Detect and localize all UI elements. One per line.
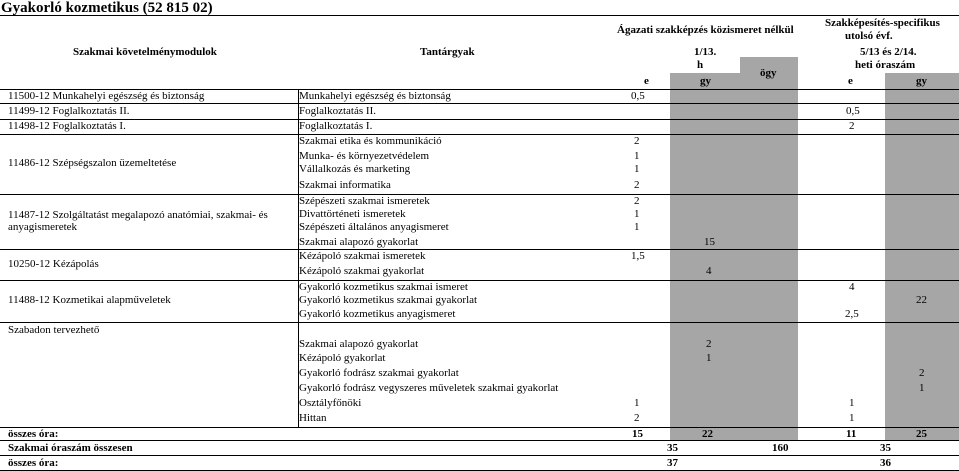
grid-line bbox=[0, 427, 959, 428]
hours-value: 1 bbox=[634, 208, 640, 220]
total-hours-label: összes óra: bbox=[8, 428, 59, 440]
specific-header-1: Szakképesítés-specifikus bbox=[825, 17, 940, 29]
total-value: 15 bbox=[632, 428, 643, 440]
subject-label: Foglalkoztatás II. bbox=[299, 105, 376, 117]
hours-value: 2 bbox=[919, 367, 925, 379]
subject-label: Osztályfőnöki bbox=[299, 397, 362, 409]
hours-value: 1 bbox=[849, 397, 855, 409]
hours-value: 0,5 bbox=[846, 105, 860, 117]
total-value: 25 bbox=[916, 428, 927, 440]
sector-header: Ágazati szakképzés közismeret nélkül bbox=[617, 24, 794, 36]
e-header-2: e bbox=[848, 75, 853, 87]
subject-label: Vállalkozás és marketing bbox=[299, 163, 411, 175]
total-value: 37 bbox=[667, 457, 678, 469]
weekly-hours-header: heti óraszám bbox=[855, 59, 916, 71]
gy-header-2: gy bbox=[916, 75, 927, 87]
hours-value: 1 bbox=[919, 382, 925, 394]
shade-gy1-column bbox=[670, 89, 740, 440]
subject-label: Foglalkoztatás I. bbox=[299, 120, 373, 132]
grid-line bbox=[0, 249, 959, 250]
hours-value: 2 bbox=[634, 195, 640, 207]
module-11499: 11499-12 Foglalkoztatás II. bbox=[8, 105, 130, 117]
hours-value: 0,5 bbox=[631, 90, 645, 102]
subject-label: Munkahelyi egészség és biztonság bbox=[299, 90, 451, 102]
grade-1-13: 1/13. bbox=[694, 46, 717, 58]
modules-header: Szakmai követelménymodulok bbox=[73, 46, 217, 58]
total-value: 35 bbox=[667, 442, 678, 454]
grade-5-13: 5/13 és 2/14. bbox=[860, 46, 917, 58]
total-value: 36 bbox=[880, 457, 891, 469]
total-value: 11 bbox=[846, 428, 857, 440]
hours-value: 2 bbox=[706, 338, 712, 350]
grid-line bbox=[0, 440, 959, 441]
hours-value: 4 bbox=[706, 265, 712, 277]
grid-line bbox=[0, 280, 959, 281]
subject-label: Divattörténeti ismeretek bbox=[299, 208, 406, 220]
module-11500: 11500-12 Munkahelyi egészség és biztonság bbox=[8, 90, 205, 102]
hours-value: 1 bbox=[634, 163, 640, 175]
hours-value: 4 bbox=[849, 281, 855, 293]
subject-label: Munka- és környezetvédelem bbox=[299, 150, 430, 162]
e-header-1: e bbox=[644, 75, 649, 87]
subject-label: Gyakorló kozmetikus szakmai gyakorlat bbox=[299, 294, 478, 306]
grid-line bbox=[0, 103, 959, 104]
hours-value: 1,5 bbox=[631, 250, 645, 262]
module-11486: 11486-12 Szépségszalon üzemeltetése bbox=[8, 157, 177, 169]
total-value: 160 bbox=[772, 442, 789, 454]
module-11487-line2: anyagismeretek bbox=[8, 221, 78, 233]
specific-header-2: utolsó évf. bbox=[845, 30, 893, 42]
hours-value: 1 bbox=[849, 412, 855, 424]
h-header: h bbox=[697, 59, 704, 71]
subject-label: Szakmai informatika bbox=[299, 179, 391, 191]
subject-label: Szépészeti szakmai ismeretek bbox=[299, 195, 430, 207]
page-title: Gyakorló kozmetikus (52 815 02) bbox=[1, 0, 213, 16]
hours-value: 2 bbox=[634, 412, 640, 424]
hours-value: 2 bbox=[634, 179, 640, 191]
module-11488: 11488-12 Kozmetikai alapműveletek bbox=[8, 294, 171, 306]
total-value: 35 bbox=[880, 442, 891, 454]
hours-value: 2 bbox=[634, 135, 640, 147]
all-hours-label: összes óra: bbox=[8, 457, 59, 469]
free-planning-label: Szabadon tervezhető bbox=[8, 324, 100, 336]
subject-label: Gyakorló fodrász vegyszeres műveletek szakmai gyakorlat bbox=[299, 382, 559, 394]
grid-line bbox=[0, 322, 959, 323]
subject-label: Kézápoló szakmai ismeretek bbox=[299, 250, 426, 262]
subject-label: Gyakorló fodrász szakmai gyakorlat bbox=[299, 367, 459, 379]
subjects-header: Tantárgyak bbox=[420, 46, 475, 58]
module-10250: 10250-12 Kézápolás bbox=[8, 258, 99, 270]
module-11487-line1: 11487-12 Szolgáltatást megalapozó anatómiai, szakmai- és bbox=[8, 209, 268, 221]
subject-label: Gyakorló kozmetikus szakmai ismeret bbox=[299, 281, 468, 293]
grid-line bbox=[0, 119, 959, 120]
hours-value: 1 bbox=[634, 150, 640, 162]
hours-value: 1 bbox=[706, 352, 712, 364]
grid-line bbox=[0, 194, 959, 195]
subject-label: Szakmai etika és kommunikáció bbox=[299, 135, 442, 147]
hours-value: 1 bbox=[634, 397, 640, 409]
hours-value: 2,5 bbox=[845, 308, 859, 320]
gy-header-1: gy bbox=[700, 75, 711, 87]
subject-label: Kézápoló szakmai gyakorlat bbox=[299, 265, 425, 277]
subject-label: Szakmai alapozó gyakorlat bbox=[299, 338, 419, 350]
hours-value: 1 bbox=[634, 221, 640, 233]
subject-label: Szépészeti általános anyagismeret bbox=[299, 221, 449, 233]
grid-line bbox=[0, 455, 959, 456]
hours-value: 2 bbox=[849, 120, 855, 132]
professional-hours-label: Szakmai óraszám összesen bbox=[8, 442, 133, 454]
subject-label: Kézápoló gyakorlat bbox=[299, 352, 386, 364]
hours-value: 15 bbox=[704, 236, 715, 248]
subject-label: Hittan bbox=[299, 412, 327, 424]
subject-label: Gyakorló kozmetikus anyagismeret bbox=[299, 308, 456, 320]
total-value: 22 bbox=[702, 428, 713, 440]
module-11498: 11498-12 Foglalkoztatás I. bbox=[8, 120, 126, 132]
hours-value: 22 bbox=[916, 294, 927, 306]
ogy-header: ögy bbox=[760, 67, 777, 79]
grid-line bbox=[0, 134, 959, 135]
subject-label: Szakmai alapozó gyakorlat bbox=[299, 236, 419, 248]
